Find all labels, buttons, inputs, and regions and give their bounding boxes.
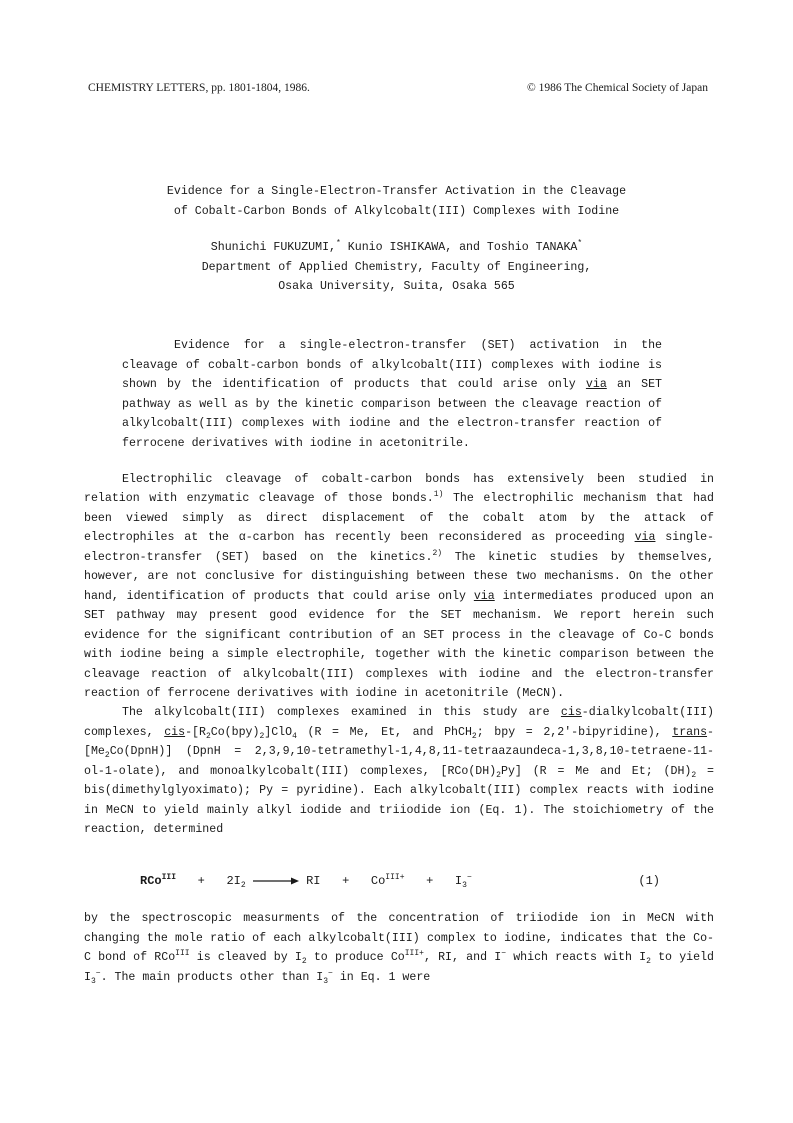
equation-number: (1) <box>638 874 660 888</box>
copyright-notice: © 1986 The Chemical Society of Japan <box>527 82 708 94</box>
affiliation: Osaka University, Suita, Osaka 565 <box>278 280 515 293</box>
body-text-continued <box>84 909 714 987</box>
paragraph: Electrophilic cleavage of cobalt-carbon bonds has extensively been studied in relation with enzymatic cleavage of those bonds.$^{1)}$ The electrophilic mechanism that had been viewed simply as direct displacement of the cobalt atom by the attack of electrophiles at the α-carbon has recently been reconsidered as proceeding via single-electron-transfer (SET) based on the kinetics.$^{2)}$ The kinetic studies by themselves, however, are not conclusive for distinguishing between these two mechanisms. On the other hand, identification of products that could arise only via intermediates produced upon an SET pathway may present good evidence for the SET mechanism. We report herein such evidence for the significant contribution of an SET process in the cleavage of Co-C bonds with iodine being a simple electrophile, together with the kinetic comparison between the cleavage reaction of alkylcobalt(III) complexes with iodine and the electron-transfer reaction of ferrocene derivatives with iodine in acetonitrile (MeCN). <box>84 473 715 700</box>
abstract: Evidence for a single-electron-transfer (SET) activation in the cleavage of cobalt-carbon bonds of alkylcobalt(III) complexes with iodine is shown by the identification of products that could arise only via an SET pathway as well as by the kinetic comparison between the cleavage reaction of alkylcobalt(III) complexes with iodine and the electron-transfer reaction of ferrocene derivatives with iodine in acetonitrile. <box>122 339 663 450</box>
author-names: Shunichi FUKUZUMI,* Kunio ISHIKAWA, and Toshio TANAKA* <box>210 239 583 254</box>
paragraph: by the spectroscopic measurments of the concentration of triiodide ion in MeCN with changing the mole ratio of each alkylcobalt(III) complex to iodine, indicates that the Co-C bond of RCo$^{III}$ is cleaved by $I_2$ to produce $Co^{III+}$, RI, and I− which reacts with $I_2$ to yield $I_3^-$. The main products other than $I_3^-$ in Eq. 1 were <box>84 912 714 986</box>
title-line: Evidence for a Single-Electron-Transfer Activation in the Cleavage <box>166 185 627 198</box>
equation-1: RCo$^{III}$ + $2I_2$ RI + $Co^{III+}$ + $I_3^-$ (1) <box>140 873 660 890</box>
journal-citation: CHEMISTRY LETTERS, pp. 1801-1804, 1986. <box>88 82 310 94</box>
affiliation: Department of Applied Chemistry, Faculty of Engineering, <box>201 260 592 274</box>
reaction-arrow-icon <box>253 876 299 886</box>
title-line: of Cobalt-Carbon Bonds of Alkylcobalt(III) Complexes with Iodine <box>173 205 620 218</box>
author-block <box>0 238 793 297</box>
paragraph: The alkylcobalt(III) complexes examined in this study are cis-dialkylcobalt(III) complexes, cis-$[R_2Co(bpy)_2]ClO_4$ (R = Me, Et, and PhCH$_2$; bpy = 2,2'-bipyridine), trans-$[Me_2Co(DpnH)]$ (DpnH = 2,3,9,10-tetramethyl-1,4,8,11-tetraazaundeca-1,3,8,10-tetraene-11-ol-1-olate), and monoalkylcobalt(III) complexes, $[RCo(DH)_2Py] (R = Me$ and Et; $(DH)_2$ = bis(dimethylglyoximato); Py = pyridine). Each alkylcobalt(III) complex reacts with iodine in MeCN to yield mainly alkyl iodide and triiodide ion (Eq. 1). The stoichiometry of the reaction, determined <box>84 706 714 837</box>
body-text <box>84 470 714 840</box>
paper-title <box>0 182 793 222</box>
